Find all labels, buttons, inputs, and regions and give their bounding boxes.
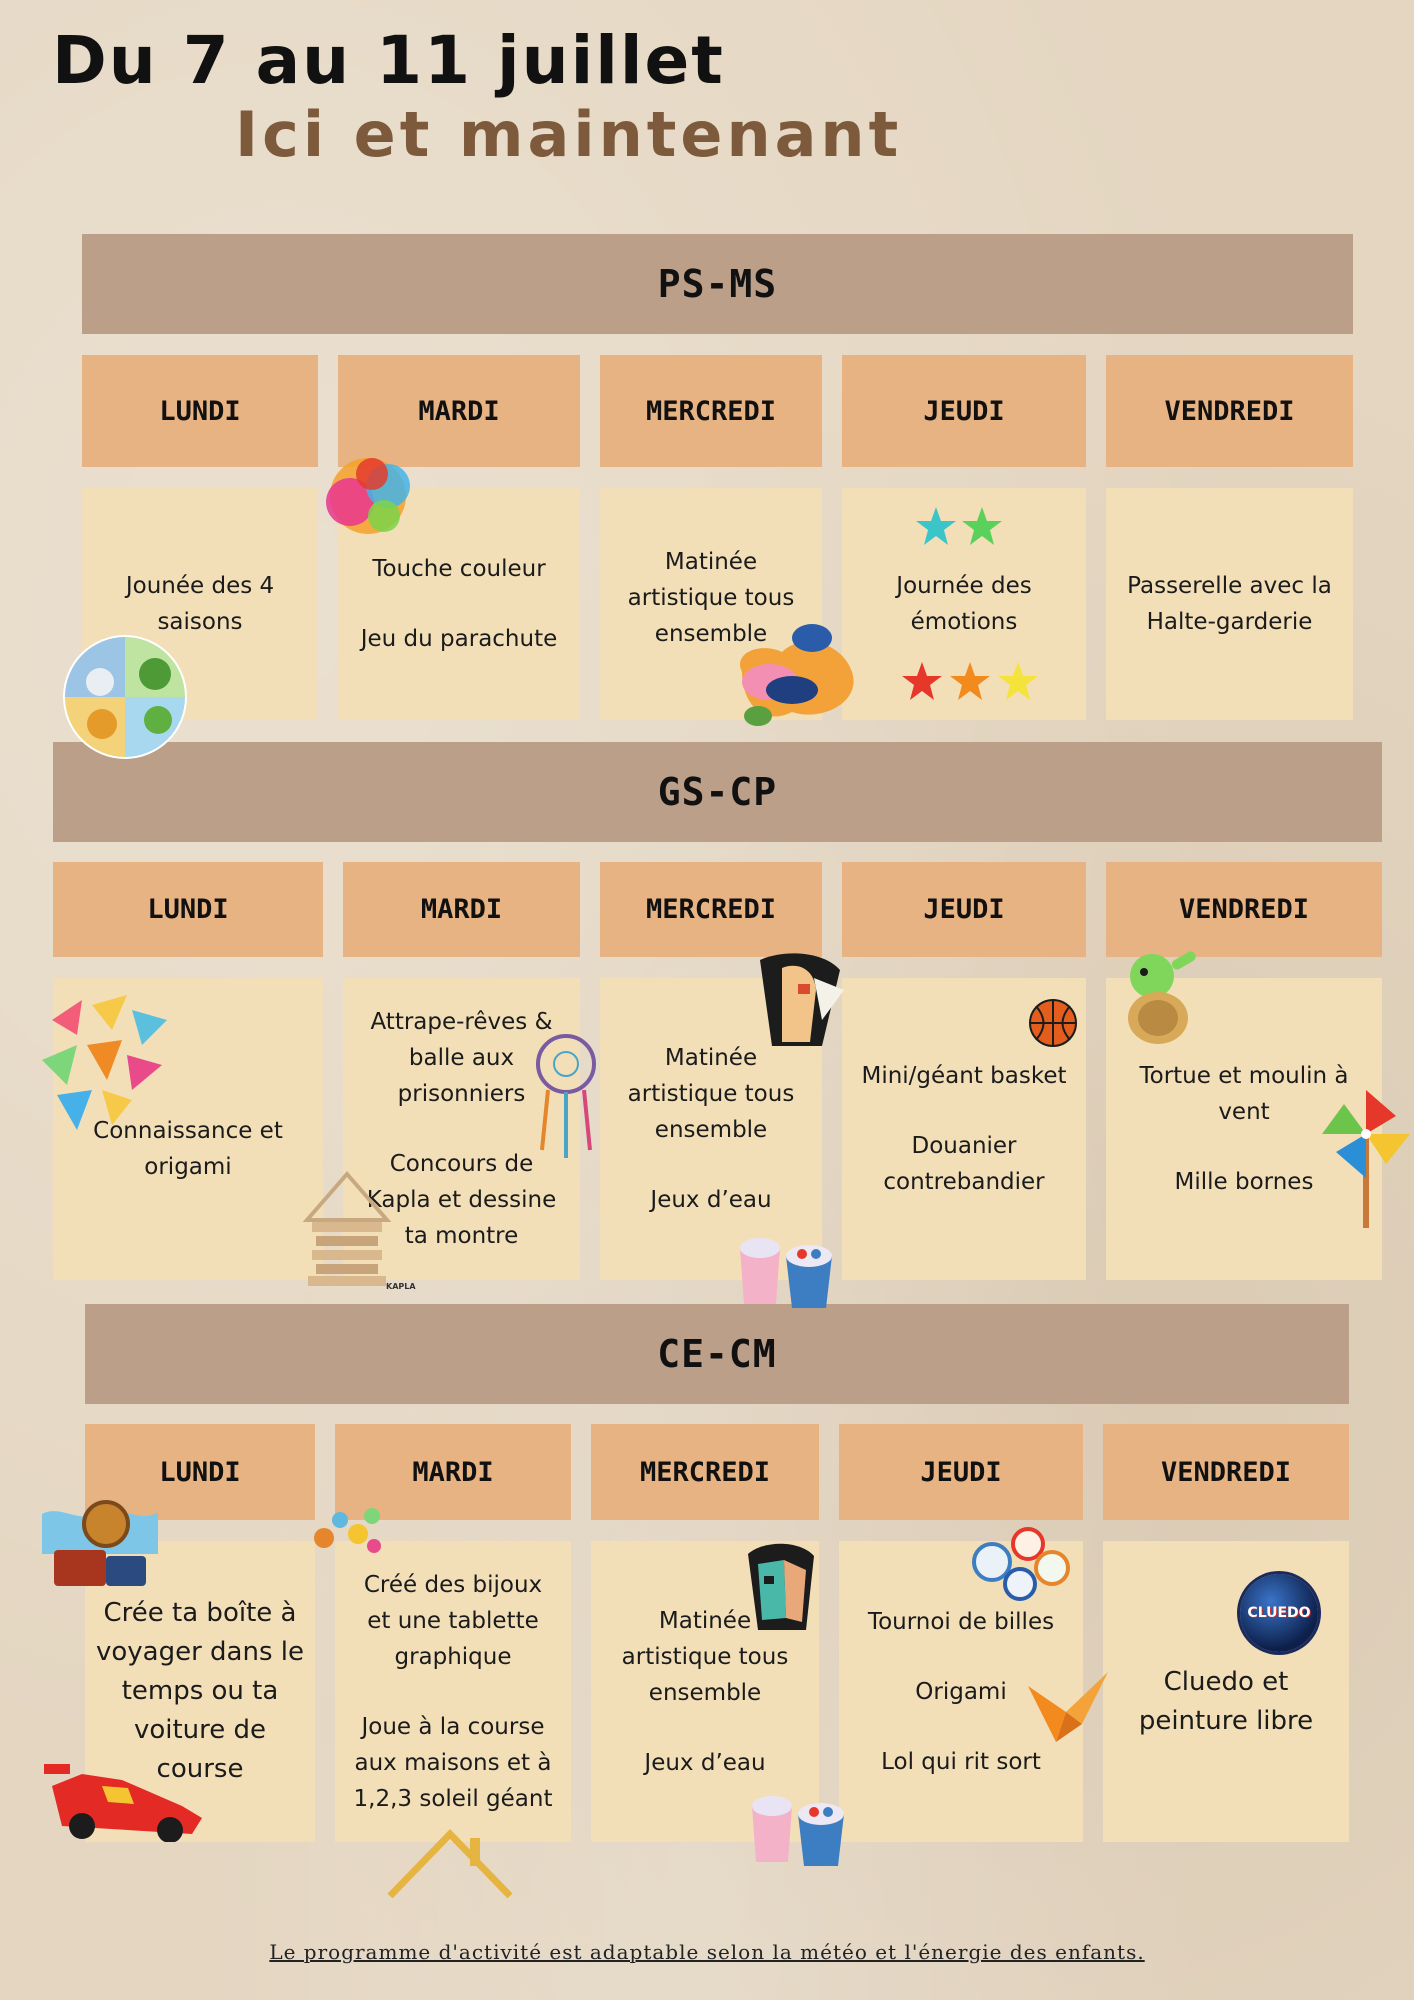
dreamcatcher-icon (528, 1030, 604, 1160)
day-header-mercredi: MERCREDI (600, 862, 822, 957)
activity-cell: Matinée artistique tous ensemble (600, 488, 822, 720)
day-header-lundi: LUNDI (53, 862, 323, 957)
activity-cell: Connaissance et origami (53, 978, 323, 1280)
activity-cell: Matinée artistique tous ensemble Jeux d’eau (591, 1541, 819, 1842)
house-roof-icon (384, 1824, 516, 1900)
color-splash-icon (312, 446, 424, 546)
basketball-icon (1028, 998, 1078, 1048)
day-header-lundi: LUNDI (85, 1424, 315, 1520)
day-header-mardi: MARDI (335, 1424, 571, 1520)
day-header-jeudi: JEUDI (842, 355, 1086, 467)
kapla-tower-icon (302, 1170, 392, 1288)
four-seasons-icon (60, 632, 190, 762)
cluedo-logo (1240, 1574, 1318, 1652)
origami-crane-icon (1026, 1666, 1110, 1744)
day-header-vendredi: VENDREDI (1103, 1424, 1349, 1520)
jewelry-beads-icon (310, 1498, 388, 1562)
activity-cell: Jounée des 4 saisons (82, 488, 318, 720)
day-header-vendredi: VENDREDI (1106, 355, 1353, 467)
emotion-stars-icon (900, 660, 1040, 706)
section-band-ce-cm: CE-CM (85, 1304, 1349, 1404)
race-car-icon (42, 1756, 210, 1842)
happy-stars-icon (914, 505, 1004, 551)
kapla-label: KAPLA (386, 1282, 416, 1291)
water-bucket-icon (748, 1784, 848, 1868)
day-header-jeudi: JEUDI (839, 1424, 1083, 1520)
section-band-gs-cp: GS-CP (53, 742, 1382, 842)
marbles-icon (970, 1526, 1072, 1602)
footer-note: Le programme d'activité est adaptable selon la météo et l'énergie des enfants. (269, 1940, 1145, 1964)
day-header-lundi: LUNDI (82, 355, 318, 467)
activity-cell: Tournoi de billes Origami Lol qui rit sort (839, 1541, 1083, 1842)
day-header-mardi: MARDI (343, 862, 580, 957)
page-subtitle: Ici et maintenant (235, 98, 903, 171)
page-title: Du 7 au 11 juillet (52, 22, 725, 99)
pinwheel-icon (1316, 1086, 1414, 1230)
section-band-ps-ms: PS-MS (82, 234, 1353, 334)
abstract-face-icon (752, 950, 848, 1050)
activity-cell: Crée ta boîte à voyager dans le temps ou ta voiture de course (85, 1541, 315, 1842)
activity-cell: Touche couleur Jeu du parachute (338, 488, 580, 720)
day-header-vendredi: VENDREDI (1106, 862, 1382, 957)
activity-cell: Journée des émotions (842, 488, 1086, 720)
activity-cell: Attrape-rêves & balle aux prisonniers Concours de Kapla et dessine ta montre (343, 978, 580, 1280)
origami-icon (32, 990, 182, 1140)
activity-cell: Cluedo et peinture libre (1103, 1541, 1349, 1842)
abstract-face-icon (744, 1540, 818, 1634)
activity-cell: Mini/géant basket Douanier contrebandier (842, 978, 1086, 1280)
turtle-icon (1116, 950, 1202, 1050)
day-header-mardi: MARDI (338, 355, 580, 467)
activity-cell: Passerelle avec la Halte-garderie (1106, 488, 1353, 720)
travel-luggage-icon (40, 1494, 160, 1590)
activity-cell: Matinée artistique tous ensemble Jeux d’eau (600, 978, 822, 1280)
paint-blob-icon (722, 612, 872, 738)
cluedo-logo-text: CLUEDO (1247, 1605, 1311, 1621)
water-bucket-icon (736, 1226, 836, 1310)
day-header-mercredi: MERCREDI (591, 1424, 819, 1520)
activity-cell: Créé des bijoux et une tablette graphique Joue à la course aux maisons et à 1,2,3 soleil géant (335, 1541, 571, 1842)
day-header-jeudi: JEUDI (842, 862, 1086, 957)
activity-cell: Tortue et moulin à vent Mille bornes (1106, 978, 1382, 1280)
day-header-mercredi: MERCREDI (600, 355, 822, 467)
